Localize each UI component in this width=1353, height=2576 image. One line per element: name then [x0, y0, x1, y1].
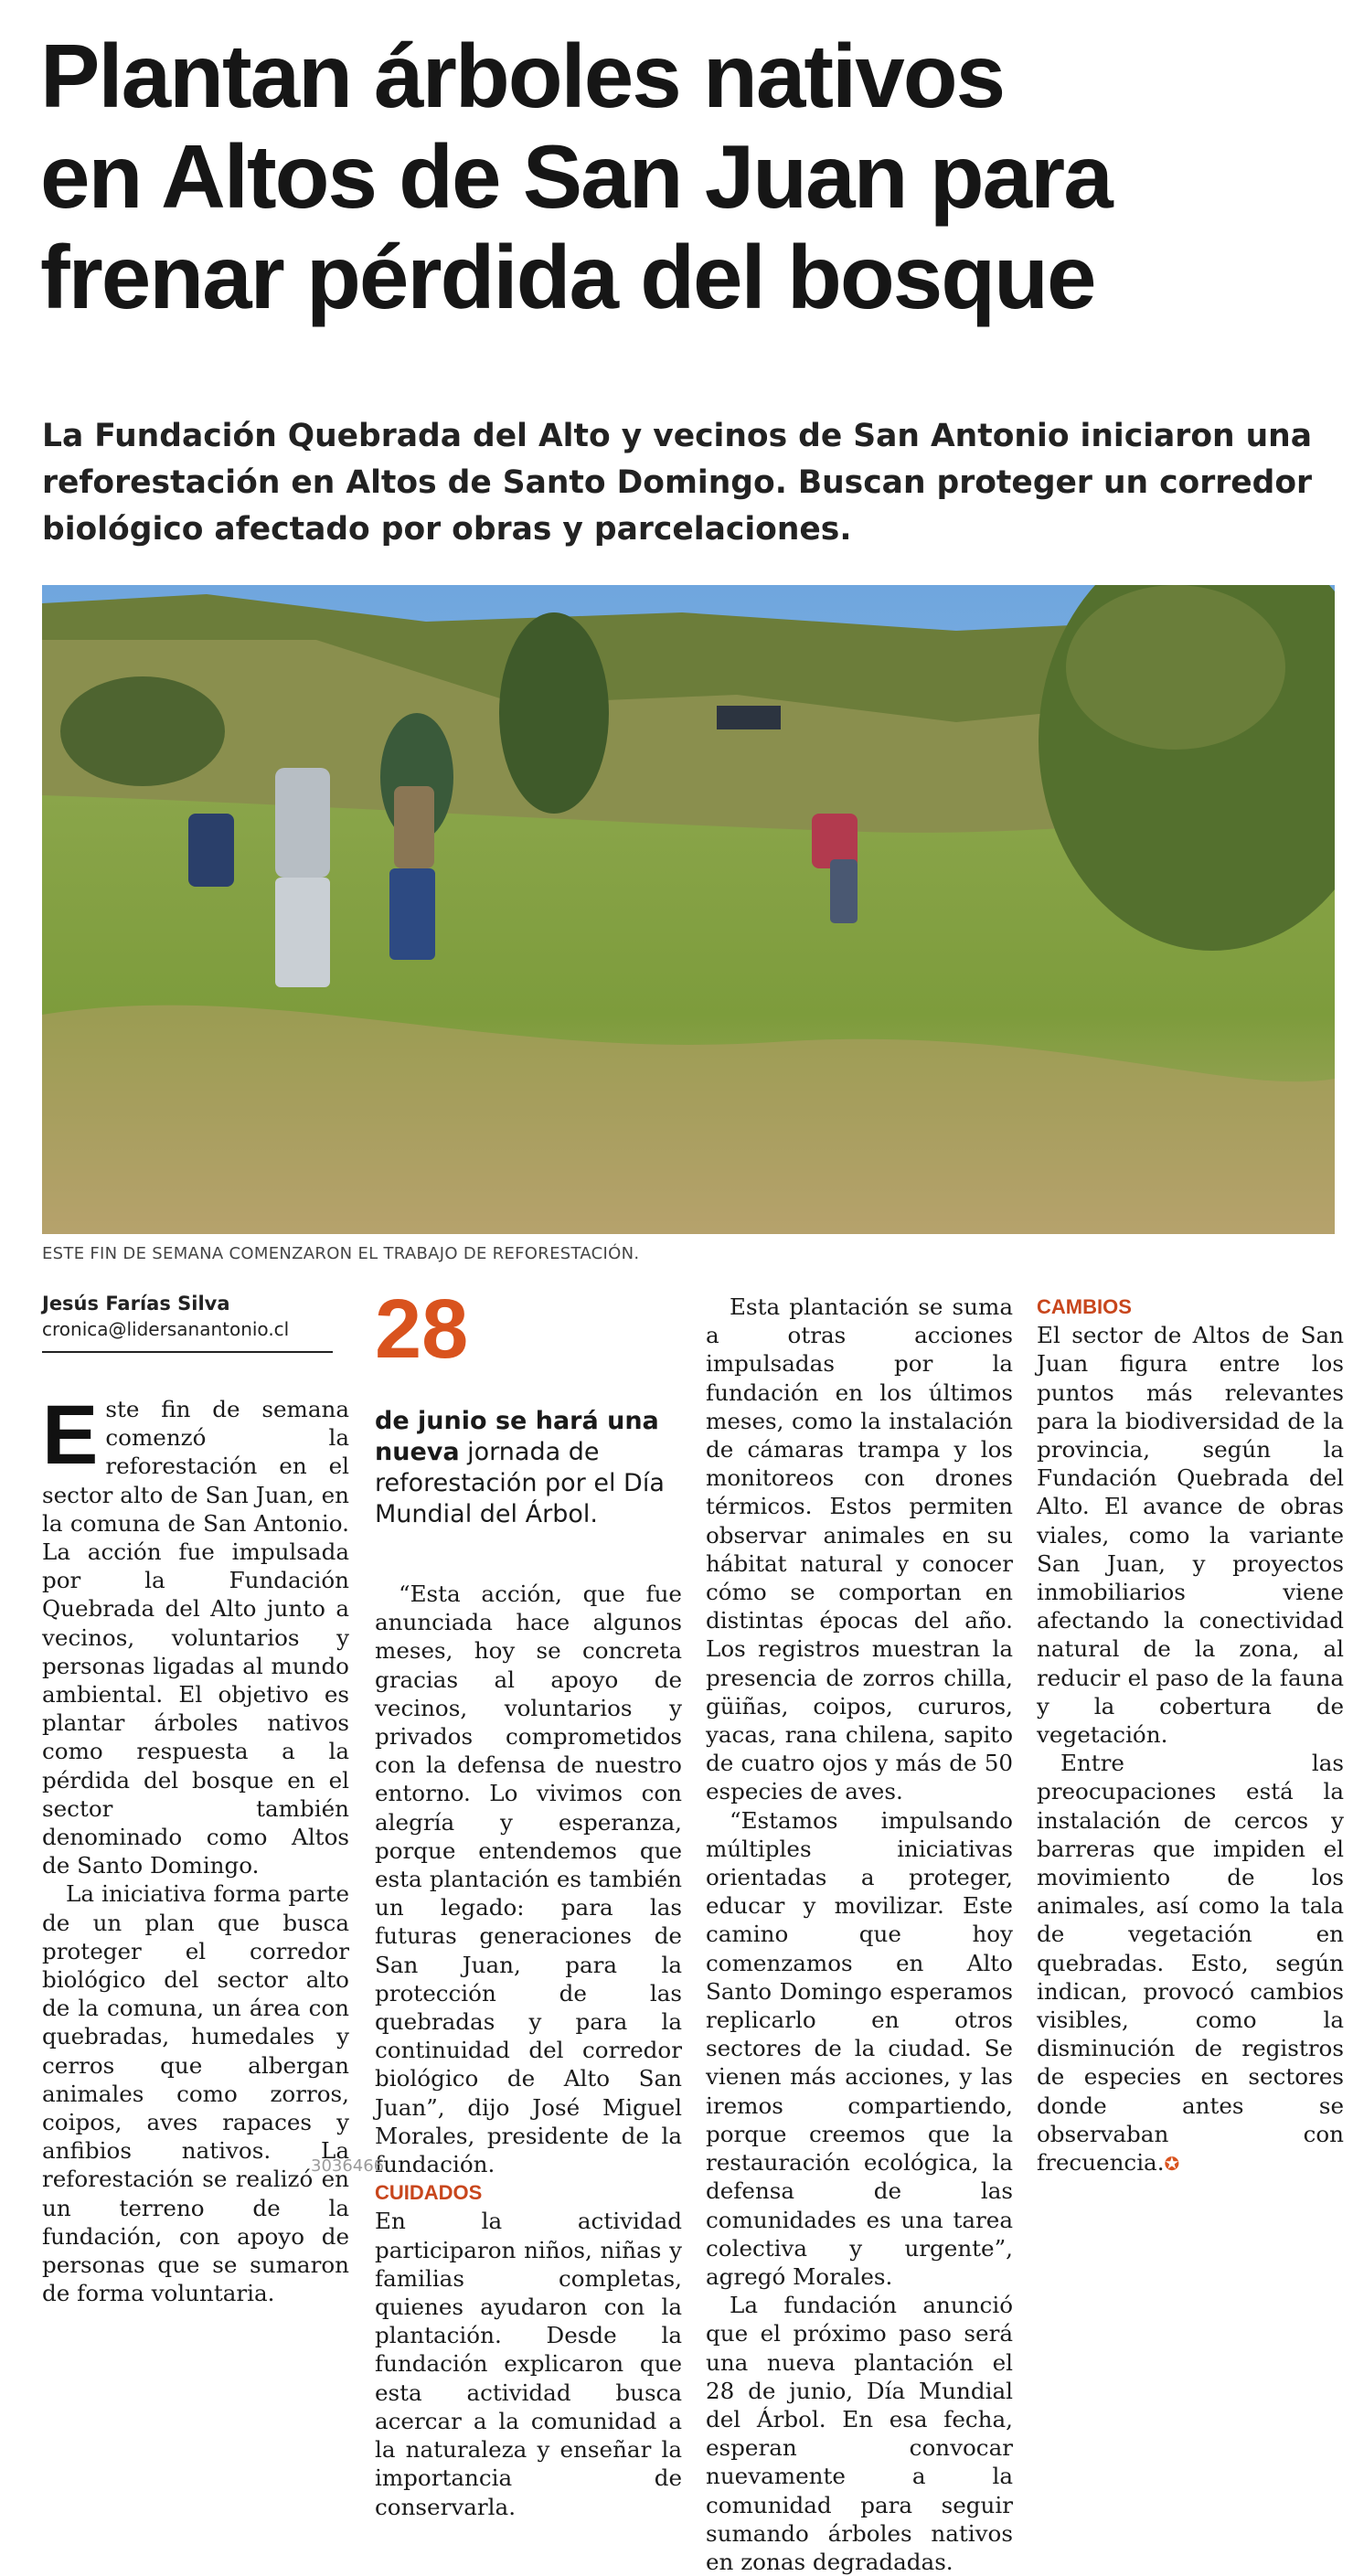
article-column-4 [1037, 1293, 1344, 2178]
highlight-number: 28 [375, 1283, 469, 1376]
article-paragraph [42, 1389, 349, 1879]
article-paragraph: Esta plantación se suma a otras acciones impulsadas por la fundación en los últimos meses, como la instalación de cámaras trampa y los monitoreos con drones térmicos. Estos permiten observar animales en su hábitat natural y conocer cómo se comportan en distintas épocas del año. Los registros muestran la presencia de zorros chilla, güiñas, coipos, cururos, yacas, rana chilena, sapito de cuatro ojos y más de 50 especies de aves. [706, 1293, 1013, 1805]
headline [40, 26, 1320, 327]
drop-cap: E [42, 1389, 99, 1482]
byline-divider [42, 1351, 333, 1353]
deck-line: reforestación en Altos de Santo Domingo. Buscan proteger un corredor [42, 464, 1313, 501]
article-column-1 [42, 1389, 349, 2308]
end-mark-icon: ✪ [1164, 2153, 1180, 2176]
article-paragraph: La iniciativa forma parte de un plan que busca proteger el corredor biológico del sector alto de la comuna, un área con quebradas, humedales y cerros que albergan animales como zorros, coipos, aves rapaces y anfibios nativos. La reforestación se realizó en un terreno de la fundación, con apoyo de personas que se sumaron de forma voluntaria. [42, 1880, 349, 2307]
highlight-text-bold: de junio se hará una nueva [375, 1407, 659, 1466]
section-subhead: CUIDADOS [375, 2181, 483, 2205]
deck-summary [42, 413, 1322, 553]
photo-caption: ESTE FIN DE SEMANA COMENZARON EL TRABAJO DE REFORESTACIÓN. [42, 1244, 640, 1263]
article-column-2 [375, 1580, 682, 2521]
article-paragraph: En la actividad participaron niños, niñas y familias completas, quienes ayudaron con la plantación. Desde la fundación explicaron que esta actividad busca acercar a la comunidad a la naturaleza y enseñar la importancia de conservarla. [375, 2208, 682, 2520]
paragraph-text: Entre las preocupaciones está la instalación de cercos y barreras que impiden el movimiento de los animales, así como la tala de vegetación en quebradas. Esto, según indican, provocó cambios visibles, como la disminución de registros de especies en sectores donde antes se observaban con frecuencia. [1037, 1750, 1344, 2177]
deck-line: La Fundación Quebrada del Alto y vecinos de San Antonio iniciaron una [42, 418, 1312, 454]
article-paragraph: El sector de Altos de San Juan figura entre los puntos más relevantes para la biodiversidad de la provincia, según la Fundación Quebrada del Alto. El avance de obras viales, como la variante San Juan, y proyectos inmobiliarios viene afectando la conectividad natural de la zona, al reducir el paso de la fauna y la cobertura de vegetación. [1037, 1322, 1344, 1749]
headline-line: frenar pérdida del bosque [40, 227, 1095, 327]
article-paragraph [1037, 1749, 1344, 2178]
article-paragraph: “Esta acción, que fue anunciada hace algunos meses, hoy se concreta gracias al apoyo de vecinos, voluntarios y privados comprometidos con la defensa de nuestro entorno. Lo vivimos con alegría y esperanza, porque entendemos que esta plantación es también un legado: para las futuras generaciones de San Juan, para la protección de las quebradas y para la continuidad del corredor biológico de Alto San Juan”, dijo José Miguel Morales, presidente de la fundación. [375, 1581, 682, 2178]
byline-author: Jesús Farías Silva [42, 1293, 230, 1315]
article-paragraph: La fundación anunció que el próximo paso será una nueva plantación el 28 de junio, Día Mundial del Árbol. En esa fecha, esperan convocar nuevamente a la comunidad para seguir sumando árboles nativos en zonas degradadas. [706, 2292, 1013, 2575]
watermark-id: 3036466 [311, 2156, 385, 2176]
article-photo [42, 585, 1335, 1234]
headline-line: en Altos de San Juan para [40, 126, 1112, 227]
highlight-text-rest: jornada de reforestación por el Día Mundial del Árbol. [375, 1438, 665, 1528]
headline-line: Plantan árboles nativos [40, 26, 1005, 126]
article-paragraph: “Estamos impulsando múltiples iniciativas orientadas a proteger, educar y movilizar. Este camino que hoy comenzamos en Alto Santo Domingo esperamos replicarlo en otros sectores de la ciudad. Se vienen más acciones, y las iremos compartiendo, porque creemos que la restauración ecológica, la defensa de las comunidades es una tarea colectiva y urgente”, agregó Morales. [706, 1806, 1013, 2290]
section-subhead: CAMBIOS [1037, 1295, 1132, 1318]
byline-email[interactable]: cronica@lidersanantonio.cl [42, 1318, 290, 1340]
article-column-3 [706, 1293, 1013, 2576]
deck-line: biológico afectado por obras y parcelaciones. [42, 511, 852, 548]
highlight-text [375, 1406, 682, 1530]
paragraph-text: ste fin de semana comenzó la reforestación en el sector alto de San Juan, en la comuna de San Antonio. La acción fue impulsada por la Fundación Quebrada del Alto junto a vecinos, voluntarios y personas ligadas al mundo ambiental. El objetivo es plantar árboles nativos como respuesta a la pérdida del bosque en el sector también denominado como Altos de Santo Domingo. [42, 1396, 349, 1879]
